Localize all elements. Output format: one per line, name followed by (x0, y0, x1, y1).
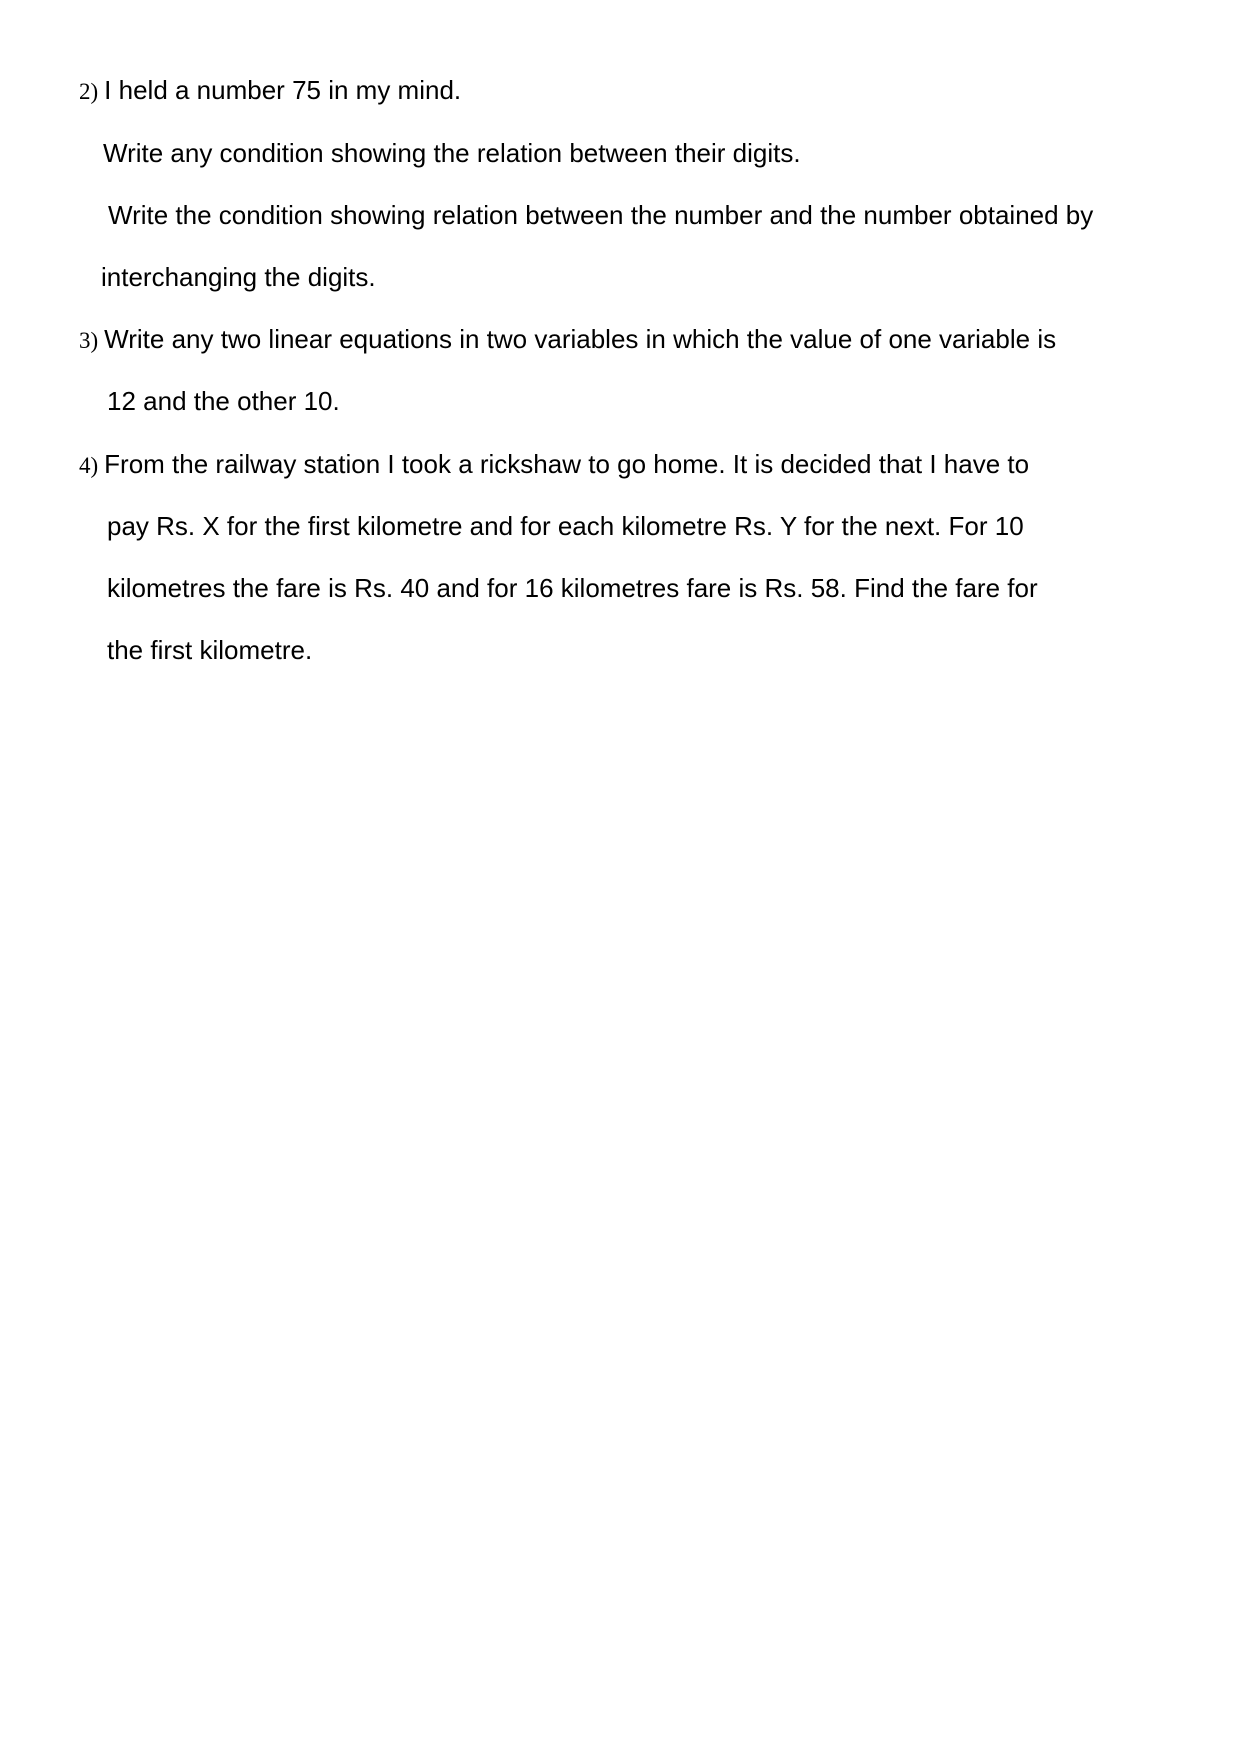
question-2-text-1: I held a number 75 in my mind. (104, 75, 462, 105)
question-4-text-1: From the railway station I took a rickshaw to go home. It is decided that I have to (104, 449, 1030, 479)
question-4-line-2: pay Rs. X for the first kilometre and for each kilometre Rs. Y for the next. For 10 (107, 511, 1024, 541)
question-3-line-1 (79, 324, 1056, 356)
question-4-number: 4) (79, 453, 99, 478)
question-3-number: 3) (79, 328, 99, 353)
question-3-text-1: Write any two linear equations in two variables in which the value of one variable is (104, 324, 1057, 354)
question-4-line-3: kilometres the fare is Rs. 40 and for 16 kilometres fare is Rs. 58. Find the fare for (107, 573, 1038, 603)
question-3-line-2: 12 and the other 10. (107, 386, 340, 416)
question-2-line-2: Write any condition showing the relation between their digits. (103, 138, 801, 168)
question-4-line-1 (79, 449, 1029, 481)
question-4-line-4: the first kilometre. (107, 635, 313, 665)
question-2-line-1 (79, 75, 461, 107)
question-2-number: 2) (79, 79, 99, 104)
question-2-line-4: interchanging the digits. (101, 262, 376, 292)
question-2-line-3: Write the condition showing relation between the number and the number obtained by (108, 200, 1094, 230)
